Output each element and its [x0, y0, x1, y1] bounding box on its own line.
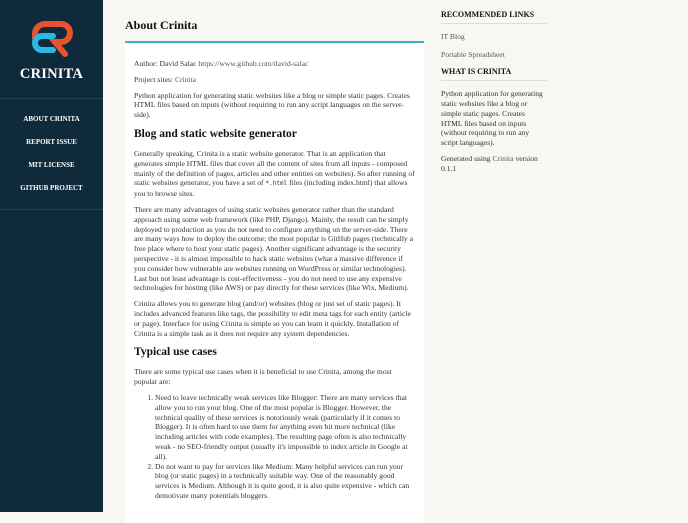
- text: Generally speaking, Crinita is a static website generator. That is an application that generates simple HTML files that cover all the content of sites from all inputs - composed mainly of the definition of pages, articles and other entities on websites). So after running of static websites generator, you have a set of: [134, 148, 415, 188]
- code-snippet: *.html: [265, 180, 288, 188]
- crinita-link[interactable]: Crinita: [174, 74, 197, 84]
- brand-name[interactable]: CRINITA: [19, 66, 84, 82]
- author-link[interactable]: https://www.github.com/david-salac: [198, 59, 309, 68]
- list-item: 1. Need to leave technically weak services like Blogger: There are many services that allow you to run your blog. One of the most popular is Blogger. However, the technical quality of these services is notoriously weak (particularly if it comes to Blogger). It is often hard to use them for anything even bit more technical (like including articles with code examples). The resulting page often is also technically weak - no SEO-friendly output (usually it's impossible to index article in Google at all).: [155, 393, 415, 462]
- divider: [0, 209, 103, 210]
- recommended-links-heading: RECOMMENDED LINKS: [441, 10, 547, 24]
- divider: [0, 98, 103, 99]
- article: [125, 43, 424, 523]
- author-label: Author: David Salac: [134, 59, 197, 68]
- paragraph: [134, 149, 415, 199]
- intro-paragraph: Python application for generating static websites like a blog or simple static pages. Creates HTML files based on inputs (without requiring to run any script languages on the server-side).: [134, 90, 410, 120]
- paragraph: There are some typical use cases when it is beneficial to use Crinita, among the most popular are:: [134, 367, 392, 387]
- author-line: [134, 59, 415, 69]
- nav-github-project[interactable]: GITHUB PROJECT: [20, 184, 83, 192]
- link-it-blog[interactable]: IT Blog: [441, 31, 465, 41]
- heading-blog-generator: Blog and static website generator: [134, 127, 297, 140]
- generated-note: [441, 154, 547, 174]
- sidebar: [0, 0, 103, 512]
- paragraph: There are many advantages of using static websites generator rather than the standard approach using some web framework (like PHP, Django). Mainly, the result can be simply deployed to production as you do not need to configure anything on the server-side. There are many ways how to deploy the outcome; the most popular is GitHub pages (technically a free place where to host your static pages). Another significant advantage is the security perspective - it is almost impossible to hack static websites (what a massive difference if you consider how vulnerable are websites running on WordPress or similar technologies). Last but not least advantage is cost-effectiveness - you do not need to use any expensive technologies for hosting (like AWS) or pay directly for these services (like Wix, Medium).: [134, 204, 413, 293]
- text: Generated using: [441, 153, 491, 163]
- text: version 0.1.1: [441, 153, 538, 173]
- sites-label: Project sites:: [134, 74, 174, 84]
- crinita-logo-icon: [27, 14, 77, 60]
- what-is-crinita-heading: WHAT IS CRINITA: [441, 67, 547, 81]
- page-title: About Crinita: [125, 18, 198, 32]
- what-is-crinita-text: Python application for generating static websites like a blog or simple static pages. Creates HTML files based on inputs (without requiring to run any script languages).: [441, 89, 543, 148]
- link-portable-spreadsheet[interactable]: Portable Spreadsheet: [441, 49, 505, 59]
- heading-use-cases: Typical use cases: [134, 346, 217, 359]
- main-nav: [0, 114, 103, 206]
- nav-about-crinita[interactable]: ABOUT CRINITA: [23, 115, 80, 123]
- right-sidebar: [441, 0, 547, 180]
- sites-line: [134, 75, 415, 85]
- text: files (including index.html) that allows you to browse sites.: [134, 178, 408, 199]
- paragraph: Crinita allows you to generate blog (and/or) websites (blog or just set of static pages). It includes advanced features like tags, the possibility to edit meta tags for each entity (article or page). Interface for using Crinita is simple so you can learn it quickly. Installation of Crinita is a simple task as it does not require any system dependencies.: [134, 299, 411, 338]
- list-item: 2. Do not want to pay for services like Medium: Many helpful services can run your blog (or static pages) in a technically suitable way. One of the reasonably good services is Medium. Although it is quite good, it is also quite expensive - which can demotivate many potentials bloggers.: [155, 462, 415, 501]
- nav-report-issue[interactable]: REPORT ISSUE: [26, 138, 77, 146]
- crinita-link[interactable]: Crinita: [492, 153, 514, 163]
- nav-mit-license[interactable]: MIT LICENSE: [28, 161, 75, 169]
- use-case-list: [134, 393, 415, 501]
